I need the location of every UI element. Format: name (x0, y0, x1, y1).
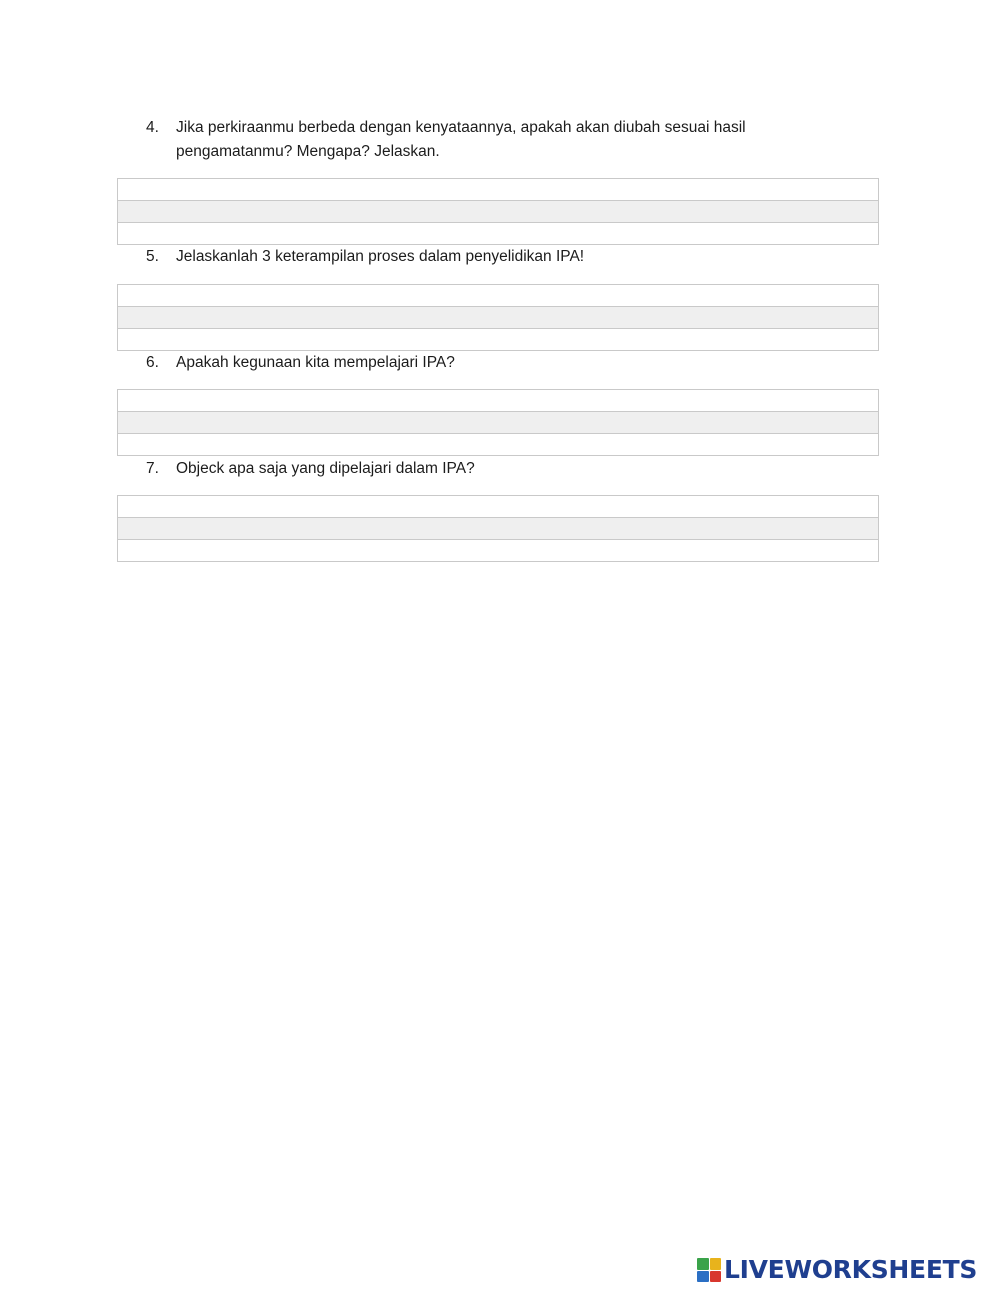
logo-text: LIVEWORKSHEETS (724, 1255, 978, 1284)
question-text: Apakah kegunaan kita mempelajari IPA? (176, 354, 455, 371)
answer-field-5[interactable] (117, 284, 879, 351)
question-5 (146, 245, 846, 269)
logo-block (697, 1271, 709, 1283)
answer-line[interactable] (118, 412, 878, 434)
question-number: 5. (146, 248, 159, 265)
question-text: Jelaskanlah 3 keterampilan proses dalam penyelidikan IPA! (176, 248, 585, 265)
logo-block (710, 1271, 722, 1283)
answer-field-6[interactable] (117, 389, 879, 456)
question-7 (146, 457, 846, 481)
answer-field-4[interactable] (117, 178, 879, 245)
question-text: Objeck apa saja yang dipelajari dalam IPA? (176, 460, 475, 477)
answer-line[interactable] (118, 329, 878, 350)
answer-line[interactable] (118, 223, 878, 244)
logo-block (710, 1258, 722, 1270)
logo-blocks-icon (697, 1258, 721, 1282)
answer-line[interactable] (118, 496, 878, 518)
answer-line[interactable] (118, 434, 878, 455)
answer-line[interactable] (118, 201, 878, 223)
logo-block (697, 1258, 709, 1270)
question-number: 6. (146, 354, 159, 371)
question-number: 4. (146, 119, 159, 136)
answer-line[interactable] (118, 540, 878, 561)
answer-line[interactable] (118, 390, 878, 412)
liveworksheets-logo (697, 1256, 977, 1284)
answer-line[interactable] (118, 179, 878, 201)
question-text: Jika perkiraanmu berbeda dengan kenyataannya, apakah akan diubah sesuai hasil pengamatanmu? Mengapa? Jelaskan. (176, 119, 746, 160)
answer-field-7[interactable] (117, 495, 879, 562)
answer-line[interactable] (118, 307, 878, 329)
answer-line[interactable] (118, 518, 878, 540)
question-4 (146, 116, 846, 164)
question-6 (146, 351, 846, 375)
answer-line[interactable] (118, 285, 878, 307)
question-number: 7. (146, 460, 159, 477)
